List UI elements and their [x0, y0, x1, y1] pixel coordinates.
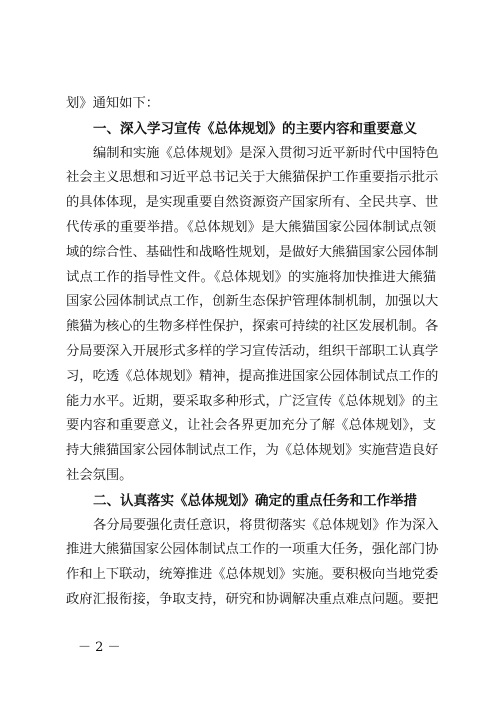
text-line: 能力水平。近期，要采取多种形式，广泛宣传《总体规划》的主: [66, 393, 439, 409]
text-line: 要内容和重要意义，让社会各界更加充分了解《总体规划》，支: [66, 418, 436, 434]
text-line: 的具体体现，是实现重要自然资源资产国家所有、全民共享、世: [66, 195, 439, 211]
text-line: 域的综合性、基础性和战略性规划，是做好大熊猫国家公园体制: [66, 244, 439, 260]
text-line: 持大熊猫国家公园体制试点工作，为《总体规划》实施营造良好: [66, 443, 439, 459]
text-line: 编制和实施《总体规划》是深入贯彻习近平新时代中国特色: [93, 145, 439, 161]
text-line: 社会主义思想和习近平总书记关于大熊猫保护工作重要指示批示: [66, 170, 439, 186]
section-heading-1: 一、深入学习宣传《总体规划》的主要内容和重要意义: [93, 120, 417, 137]
page-number: － 2 －: [78, 640, 121, 655]
text-line: 代传承的重要举措。《总体规划》是大熊猫国家公园体制试点领: [66, 219, 436, 235]
text-line: 政府汇报衔接，争取支持，研究和协调解决重点难点问题。要把: [66, 591, 439, 607]
section-heading-2: 二、认真落实《总体规划》确定的重点任务和工作举措: [93, 492, 417, 509]
text-line: 熊猫为核心的生物多样性保护，探索可持续的社区发展机制。各: [66, 319, 439, 335]
text-line: 各分局要强化责任意识，将贯彻落实《总体规划》作为深入: [93, 517, 439, 533]
text-line: 分局要深入开展形式多样的学习宣传活动，组织干部职工认真学: [66, 343, 439, 359]
text-line: 习，吃透《总体规划》精神，提高推进国家公园体制试点工作的: [66, 368, 439, 384]
text-line: 社会氛围。: [66, 467, 133, 483]
text-line: 作和上下联动，统筹推进《总体规划》实施。要积极向当地党委: [66, 567, 439, 583]
text-line: 划》通知如下：: [66, 96, 160, 111]
text-line: 试点工作的指导性文件。《总体规划》的实施将加快推进大熊猫: [66, 269, 436, 285]
text-line: 国家公园体制试点工作，创新生态保护管理体制机制，加强以大: [66, 294, 439, 310]
document-body: [66, 92, 439, 613]
text-line: 推进大熊猫国家公园体制试点工作的一项重大任务，强化部门协: [66, 542, 439, 558]
